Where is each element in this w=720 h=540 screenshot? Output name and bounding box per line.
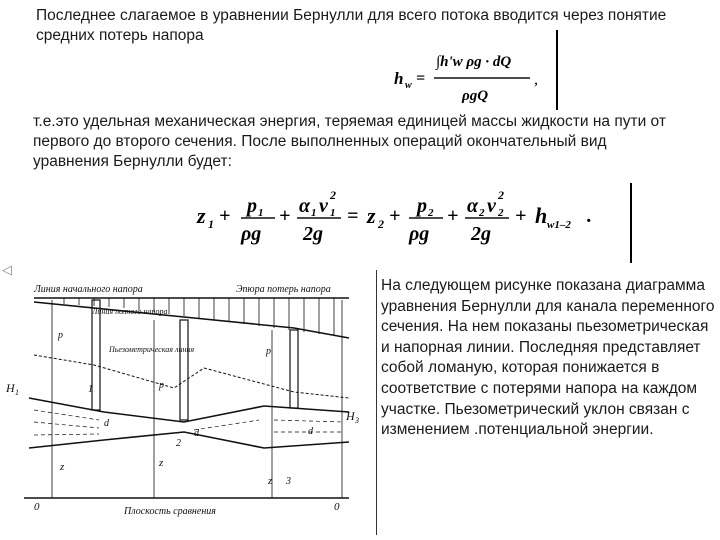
formula1-equals: = xyxy=(416,70,426,87)
f2-alpha1: α xyxy=(299,195,311,217)
piezometer-tube-1 xyxy=(92,300,100,410)
f2-p2-sub: 2 xyxy=(428,207,434,219)
f2-g2: 2g xyxy=(471,223,491,245)
vertical-rule-1 xyxy=(556,30,558,110)
f2-plus2: + xyxy=(279,205,291,227)
f2-eq: = xyxy=(347,205,359,227)
f2-p2: p xyxy=(417,195,427,217)
label-H3: H xyxy=(346,409,355,423)
f2-rg2: ρg xyxy=(409,223,430,245)
label-zero-left: 0 xyxy=(34,501,40,513)
f2-plus3: + xyxy=(389,205,401,227)
label-section-3: 3 xyxy=(286,476,291,487)
label-section-1: 1 xyxy=(88,384,93,395)
bernoulli-diagram xyxy=(4,270,370,532)
f2-v1-sq: 2 xyxy=(330,190,336,202)
label-z3: z xyxy=(268,475,273,487)
label-piezometric: Пьезометрическая линия xyxy=(109,345,195,354)
label-d2: d xyxy=(194,428,199,439)
f2-v1: v xyxy=(319,195,328,217)
label-p2: p xyxy=(159,380,164,391)
piezometric-line xyxy=(34,355,349,398)
paragraph-mean-losses: Последнее слагаемое в уравнении Бернулли для всего потока вводится через понятие средних потерь напора xyxy=(36,7,667,44)
label-p3: p xyxy=(266,346,271,357)
f2-p1-sub: 1 xyxy=(258,207,264,219)
formula-mean-head-loss xyxy=(392,40,542,110)
label-loss-epure: Эпюра потерь напора xyxy=(236,284,331,295)
corner-mark: ◁ xyxy=(2,262,12,277)
paragraph-energy-definition: т.е.это удельная механическая энергия, теряемая единицей массы жидкости на пути от первого до второго сечения. После выполненных операций окончательный вид уравнения Бернулли будет: xyxy=(33,113,666,170)
f2-hw-sub: w1–2 xyxy=(547,219,571,231)
f2-alpha2-sub: 2 xyxy=(479,207,485,219)
f2-v2-sub: 2 xyxy=(498,207,504,219)
f2-plus1: + xyxy=(219,205,231,227)
f2-plus5: + xyxy=(515,205,527,227)
f2-alpha1-sub: 1 xyxy=(311,207,317,219)
vertical-rule-2 xyxy=(630,183,632,263)
paragraph-diagram-description: На следующем рисунке показана диаграмма уравнения Бернулли для канала переменного сечения. На нем показаны пьезометрическая и напорная линии. Последняя представляет собой ломаную, которая понижается в соответствие с потерями напора на каждом участке. Пьезометрический уклон связан с изменением .потенциальной энергии. xyxy=(381,277,715,439)
label-total-head: Линия полного напора xyxy=(92,307,168,316)
flow-hatch xyxy=(34,410,344,435)
f2-alpha2: α xyxy=(467,195,479,217)
f2-p1: p xyxy=(247,195,257,217)
f2-v2-sq: 2 xyxy=(498,190,504,202)
label-H1-sub: 1 xyxy=(15,388,19,397)
f2-hw: h xyxy=(535,203,548,228)
label-initial-head: Линия начального напора xyxy=(34,284,143,295)
channel-top-wall xyxy=(29,398,349,422)
formula1-lhs-sub: w xyxy=(405,80,412,91)
piezometer-tube-2 xyxy=(180,320,188,420)
label-z2: z xyxy=(159,457,164,469)
label-d1: d xyxy=(104,418,109,429)
total-head-line xyxy=(34,302,349,338)
vertical-rule-3 xyxy=(376,270,377,535)
f2-z2-sub: 2 xyxy=(378,217,384,231)
f2-rg1: ρg xyxy=(241,223,262,245)
label-p1: p xyxy=(58,330,63,341)
label-H3-sub: 3 xyxy=(355,416,359,425)
label-section-2: 2 xyxy=(176,438,181,449)
f2-plus4: + xyxy=(447,205,459,227)
formula1-comma: , xyxy=(534,71,538,88)
formula-bernoulli-equation xyxy=(195,190,615,250)
f2-z1-sub: 1 xyxy=(208,217,214,231)
label-H1: H xyxy=(6,381,15,395)
f2-v2: v xyxy=(487,195,496,217)
f2-dot: . xyxy=(587,205,592,227)
formula1-numerator: ∫h'w ρg · dQ xyxy=(436,54,512,70)
formula1-lhs: h xyxy=(394,69,404,88)
label-z1: z xyxy=(60,461,65,473)
piezometer-tube-3 xyxy=(290,330,298,408)
f2-g1: 2g xyxy=(303,223,323,245)
f2-z2: z xyxy=(367,203,376,228)
f2-v1-sub: 1 xyxy=(330,207,336,219)
formula1-denominator: ρgQ xyxy=(462,88,489,104)
f2-z1: z xyxy=(197,203,206,228)
label-d3: d xyxy=(308,426,313,437)
label-zero-right: 0 xyxy=(334,501,340,513)
label-plane: Плоскость сравнения xyxy=(124,506,216,517)
